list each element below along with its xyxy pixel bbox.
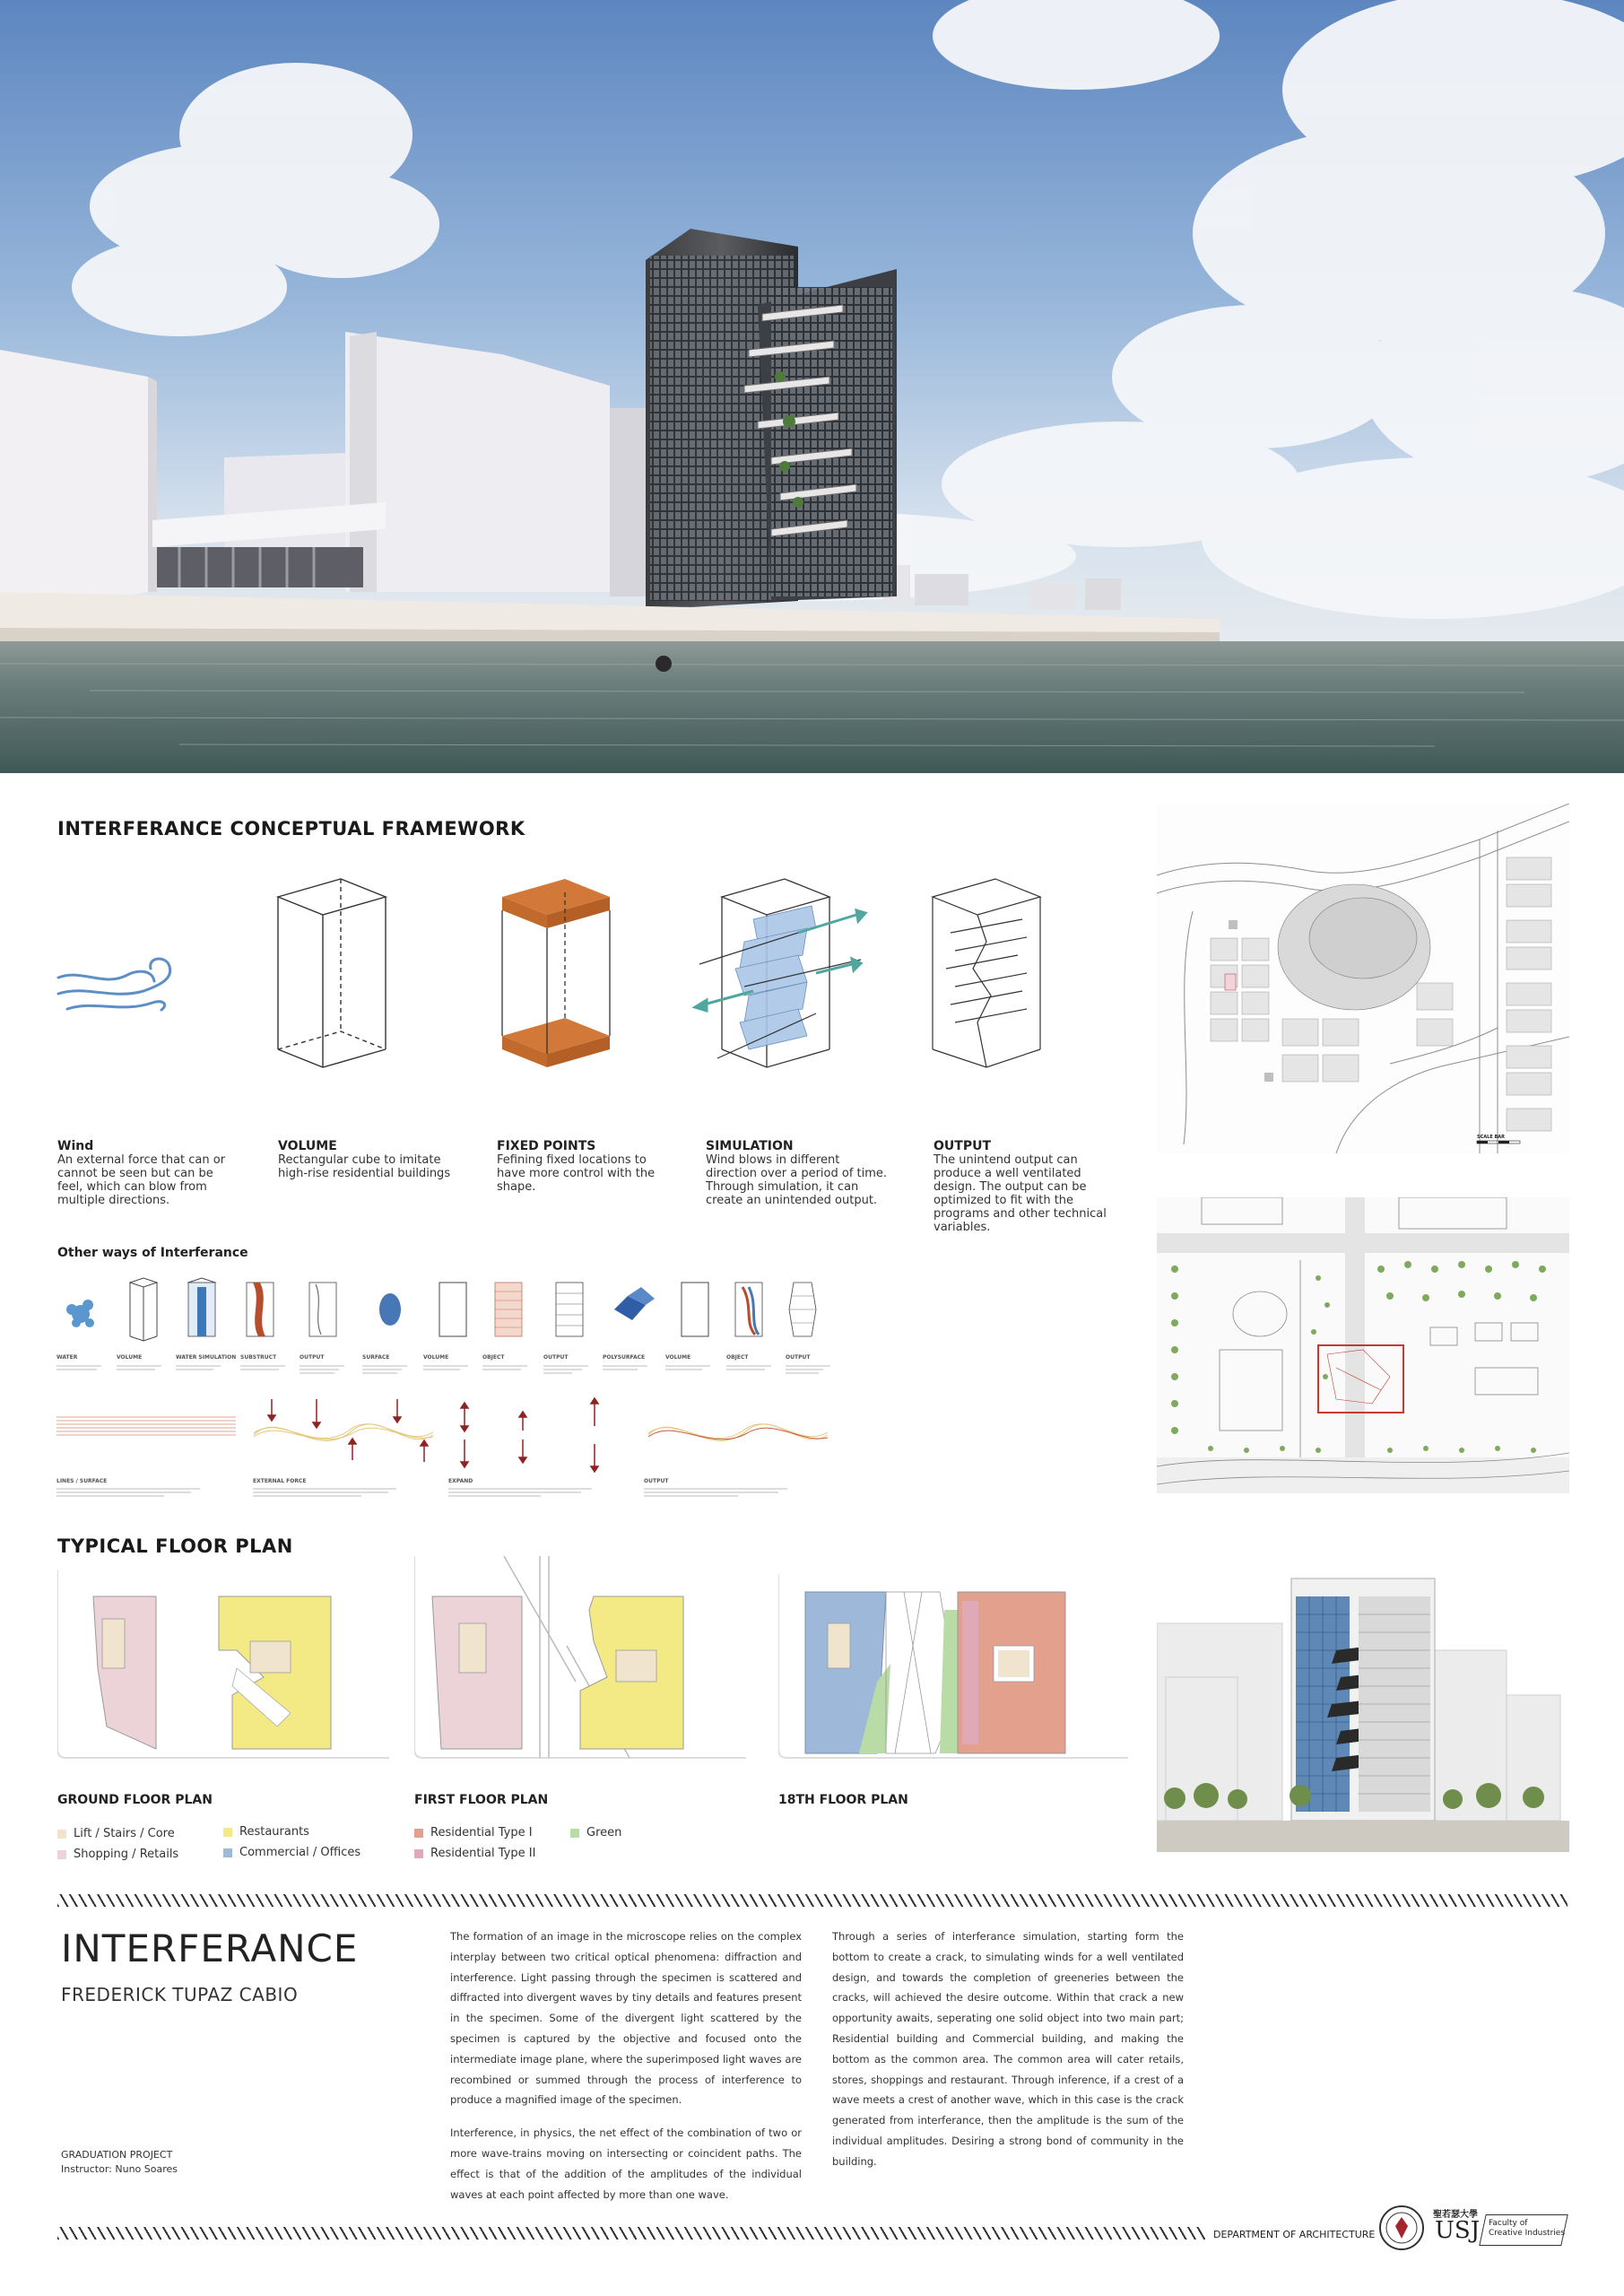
legend-label: Green — [586, 1826, 622, 1839]
other-ways-row1-diagrams — [54, 1274, 843, 1359]
project-author: FREDERICK TUPAZ CABIO — [61, 1984, 299, 2005]
row1-label: VOLUME — [423, 1354, 449, 1361]
row1-label: SUBSTRUCT — [240, 1354, 277, 1361]
divider-hatch-bottom — [57, 2227, 1205, 2239]
body-paragraph: Through a series of interferance simulation, starting form the bottom to create a crack, to simulating winds for a well ventilated design, and towards the completion of greeneries between the cracks, will achieved the desire outcome. Within that crack a new opportunity awaits, seperating one solid object into two main part; Residential building and Commercial building, and making the bottom as the common area. The common area will cater retails, stores, shoppings and restaurant. Through inference, if a crest of a wave meets a crest of another wave, which in this case is the crack generated from interferance, then the amplitude is the sum of the individual amplitudes. Desiring a strong bond of community in the building. — [832, 1930, 1184, 2168]
legend-swatch — [223, 1828, 232, 1837]
site-plan-zoom — [1157, 1197, 1569, 1493]
legend-label: Commercial / Offices — [239, 1846, 361, 1859]
other-ways-row2-diagrams — [56, 1390, 846, 1480]
legend-label: Shopping / Retails — [74, 1848, 179, 1861]
project-title: INTERFERANCE — [61, 1926, 359, 1970]
university-logo-text: USJ — [1435, 2217, 1481, 2244]
floor-plan-title: TYPICAL FLOOR PLAN — [57, 1535, 293, 1557]
building-elevation — [1157, 1561, 1569, 1852]
body-paragraph: The formation of an image in the microscope relies on the complex interplay between two critical optical phenomena: diffraction and interference. Light passing through the specimen is scattered and diffracted into divergent waves by tiny details and features present in the specimen. Some of the divergent light scattered by the specimen is captured by the objective and focused onto the intermediate image plane, where the superimposed light waves are recombined or summed through the process of interference to produce a magnified image of the specimen. — [450, 1930, 802, 2107]
row2-label: OUTPUT — [644, 1478, 669, 1484]
step-text: The unintend output can produce a well ventilated design. The output can be optimized to fit with the programs and other technical variables. — [934, 1153, 1107, 1234]
step-label: OUTPUT — [934, 1139, 991, 1153]
step-label: Wind — [57, 1139, 94, 1153]
body-column-2 — [832, 1926, 1184, 2172]
body-paragraph: Interference, in physics, the net effect of the combination of two or more wave-trains moving on intersecting or coincident paths. The effect is that of the addition of the amplitudes of the individual waves at each point affected by more than one wave. — [450, 2126, 802, 2201]
legend-swatch — [223, 1848, 232, 1857]
row2-label: LINES / SURFACE — [56, 1478, 108, 1484]
legend-swatch — [570, 1829, 579, 1838]
hero-render — [0, 0, 1624, 773]
eighteenth-floor-label: 18TH FLOOR PLAN — [778, 1793, 908, 1807]
other-ways-title: Other ways of Interferance — [57, 1246, 248, 1260]
row2-label: EXTERNAL FORCE — [253, 1478, 307, 1484]
body-column-1 — [450, 1926, 802, 2205]
first-floor-label: FIRST FLOOR PLAN — [414, 1793, 549, 1807]
eighteenth-floor-plan — [778, 1574, 1137, 1776]
step-fixed-points — [497, 1139, 676, 1194]
wind-icon — [54, 951, 188, 1027]
step-text: An external force that can or cannot be seen but can be feel, which can blow from multiple directions. — [57, 1153, 226, 1207]
row2-descriptions — [56, 1487, 846, 1500]
step-simulation — [706, 1139, 890, 1207]
first-floor-plan — [414, 1556, 755, 1776]
step-text: Wind blows in different direction over a period of time. Through simulation, it can create an unintended output. — [706, 1153, 888, 1207]
row1-label: WATER — [56, 1354, 78, 1361]
row2-label: EXPAND — [448, 1478, 473, 1484]
row1-descriptions — [56, 1363, 846, 1381]
step-label: FIXED POINTS — [497, 1139, 596, 1153]
legend-item — [570, 1826, 621, 1839]
row1-label: OUTPUT — [786, 1354, 811, 1361]
legend-item — [57, 1848, 178, 1861]
project-instructor: Instructor: Nuno Soares — [61, 2163, 178, 2175]
ground-floor-label: GROUND FLOOR PLAN — [57, 1793, 213, 1807]
legend-item — [414, 1826, 533, 1839]
legend-swatch — [414, 1849, 423, 1858]
legend-item — [57, 1827, 175, 1840]
simulation-diagram — [682, 865, 870, 1085]
legend-label: Lift / Stairs / Core — [74, 1827, 175, 1840]
row1-label: OUTPUT — [543, 1354, 569, 1361]
row1-label: OUTPUT — [300, 1354, 325, 1361]
hero-render-image — [0, 0, 1624, 773]
fixed-points-diagram — [493, 870, 619, 1076]
step-output — [934, 1139, 1126, 1234]
row1-label: SURFACE — [362, 1354, 390, 1361]
faculty-line: Creative Industries — [1489, 2229, 1566, 2238]
faculty-label — [1489, 2219, 1565, 2239]
divider-hatch-top — [57, 1894, 1568, 1907]
legend-label: Residential Type II — [430, 1847, 536, 1860]
project-kind: GRADUATION PROJECT — [61, 2149, 173, 2161]
legend-item — [223, 1846, 360, 1859]
legend-label: Restaurants — [239, 1825, 309, 1839]
output-diagram — [924, 870, 1058, 1076]
scale-bar-label: SCALE BAR — [1477, 1135, 1506, 1140]
university-chinese-name: 聖若瑟大學 — [1433, 2210, 1478, 2220]
faculty-line: Faculty of — [1489, 2219, 1528, 2228]
row1-label: OBJECT — [482, 1354, 505, 1361]
step-text: Rectangular cube to imitate high-rise residential buildings — [278, 1153, 451, 1180]
step-wind — [57, 1139, 237, 1207]
legend-swatch — [414, 1829, 423, 1838]
step-volume — [278, 1139, 457, 1180]
legend-swatch — [57, 1850, 66, 1859]
row1-label: WATER SIMULATION — [176, 1354, 237, 1361]
legend-swatch — [57, 1830, 66, 1839]
row1-label: VOLUME — [117, 1354, 143, 1361]
framework-title: INTERFERANCE CONCEPTUAL FRAMEWORK — [57, 818, 525, 839]
legend-item — [223, 1825, 309, 1839]
legend-label: Residential Type I — [430, 1826, 533, 1839]
university-seal-icon — [1378, 2205, 1425, 2251]
step-label: SIMULATION — [706, 1139, 794, 1153]
row1-label: OBJECT — [726, 1354, 749, 1361]
ground-floor-plan — [57, 1570, 398, 1776]
step-text: Fefining fixed locations to have more control with the shape. — [497, 1153, 656, 1194]
department-label: DEPARTMENT OF ARCHITECTURE — [1213, 2229, 1376, 2240]
site-plan-map — [1157, 804, 1569, 1153]
legend-item — [414, 1847, 535, 1860]
volume-box-diagram — [269, 870, 395, 1076]
step-label: VOLUME — [278, 1139, 337, 1153]
row1-label: VOLUME — [665, 1354, 691, 1361]
row1-label: POLYSURFACE — [603, 1354, 646, 1361]
project-meta — [61, 2148, 178, 2177]
